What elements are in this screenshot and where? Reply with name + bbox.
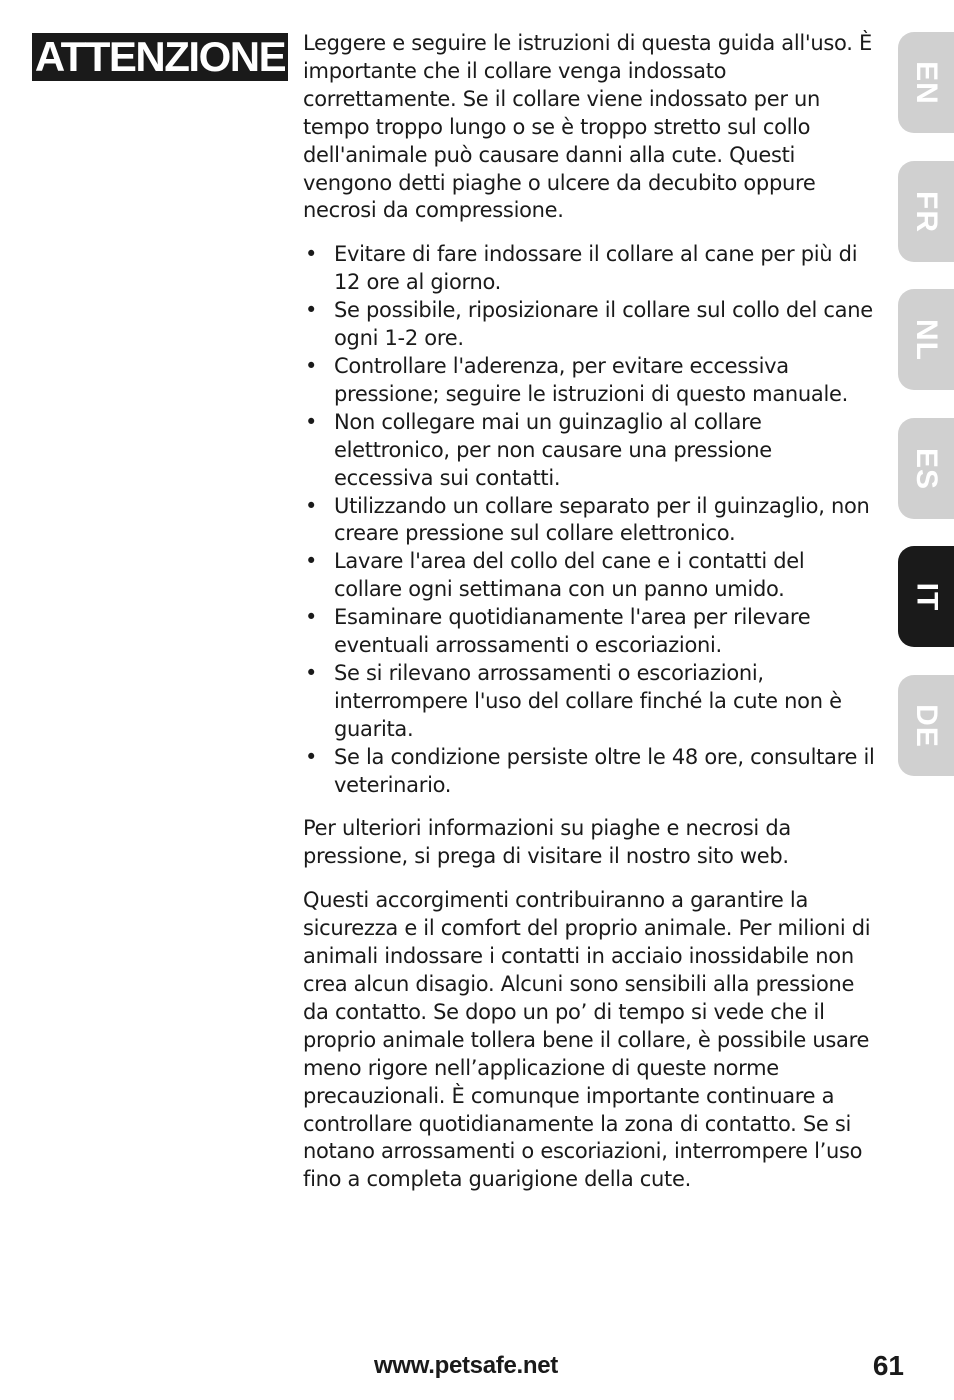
footer-url[interactable]: www.petsafe.net [374,1352,558,1379]
list-item: • Se si rilevano arrossamenti o escoriazioni, interrompere l'uso del collare finché la cute non è guarita. [303,660,875,744]
list-item: • Lavare l'area del collo del cane e i contatti del collare ogni settimana con un panno umido. [303,548,875,604]
tab-label: DE [910,703,943,748]
list-item: • Esaminare quotidianamente l'area per rilevare eventuali arrossamenti o escoriazioni. [303,604,875,660]
tab-de[interactable] [898,675,954,776]
tab-es[interactable] [898,418,954,519]
tab-label: EN [910,60,943,105]
list-item: • Utilizzando un collare separato per il guinzaglio, non creare pressione sul collare elettronico. [303,493,875,549]
warning-heading: ATTENZIONE [32,33,288,81]
tab-it[interactable] [898,546,954,647]
list-item: • Evitare di fare indossare il collare al cane per più di 12 ore al giorno. [303,241,875,297]
page-number: 61 [872,1350,904,1381]
warning-content [303,30,875,1210]
precautions-list [303,241,875,799]
tab-nl[interactable] [898,289,954,390]
more-info-paragraph: Per ulteriori informazioni su piaghe e necrosi da pressione, si prega di visitare il nostro sito web. [303,816,791,869]
tab-en[interactable] [898,32,954,133]
list-item: • Controllare l'aderenza, per evitare eccessiva pressione; seguire le istruzioni di questo manuale. [303,353,875,409]
list-item: • Non collegare mai un guinzaglio al collare elettronico, per non causare una pressione eccessiva sui contatti. [303,409,875,493]
closing-paragraph: Questi accorgimenti contribuiranno a garantire la sicurezza e il comfort del proprio animale. Per milioni di animali indossare i contatti in acciaio inossidabile non crea alcun disagio. Alcuni sono sensibili alla pressione da contatto. Se dopo un po’ di tempo si vede che il proprio animale tollera bene il collare, è possibile usare meno rigore nell’applicazione di queste norme precauzionali. È comunque importante continuare a controllare quotidianamente la zona di contatto. Se si notano arrossamenti o escoriazioni, interrompere l’uso fino a completa guarigione della cute. [303,888,871,1192]
tab-label: IT [909,582,943,611]
tab-label: FR [910,190,943,233]
tab-label: NL [910,318,943,361]
list-item: • Se la condizione persiste oltre le 48 ore, consultare il veterinario. [303,744,875,800]
intro-paragraph: Leggere e seguire le istruzioni di questa guida all'uso. È importante che il collare venga indossato correttamente. Se il collare viene indossato per un tempo troppo lungo o se è troppo stretto sul collo dell'animale può causare danni alla cute. Questi vengono detti piaghe o ulcere da decubito oppure necrosi da compressione. [303,31,872,223]
tab-fr[interactable] [898,161,954,262]
list-item: • Se possibile, riposizionare il collare sul collo del cane ogni 1-2 ore. [303,297,875,353]
tab-label: ES [910,447,943,490]
